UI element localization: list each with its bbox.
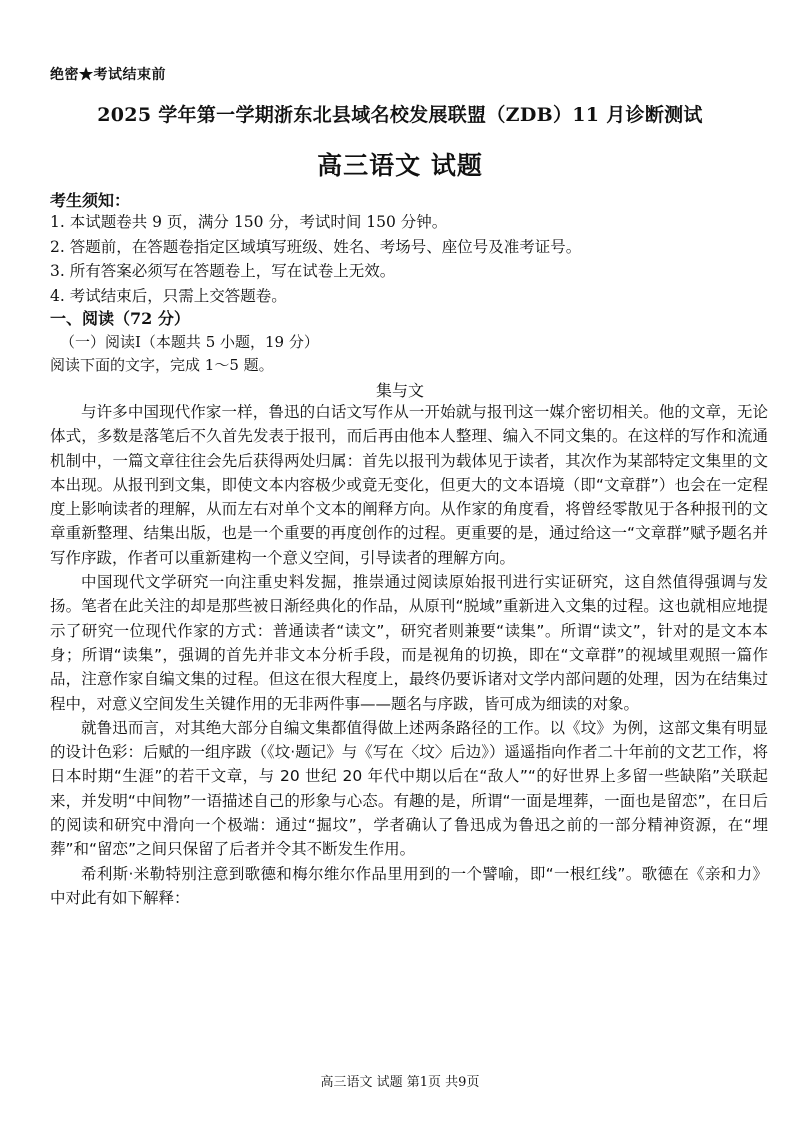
subject-title: 高三语文 试题 bbox=[317, 151, 483, 180]
section-heading: 一、阅读（72 分） bbox=[50, 309, 190, 328]
reading-instruction: 阅读下面的文字，完成 1～5 题。 bbox=[50, 356, 274, 374]
notice-item: 3. 所有答案必须写在答题卷上，写在试卷上无效。 bbox=[50, 262, 396, 280]
article-paragraph: 希利斯·米勒特别注意到歌德和梅尔维尔作品里用到的一个譬喻，即“一根红线”。歌德在《亲和力》中对此有如下解释： bbox=[50, 864, 768, 907]
notice-item: 1. 本试题卷共 9 页，满分 150 分，考试时间 150 分钟。 bbox=[50, 213, 448, 231]
page-footer: 高三语文 试题 第1页 共9页 bbox=[320, 1075, 480, 1090]
article-paragraph: 中国现代文学研究一向注重史料发掘，推崇通过阅读原始报刊进行实证研究，这自然值得强调与发扬。笔者在此关注的却是那些被日渐经典化的作品，从原刊“脱域”重新进入文集的过程。这也就相应地提示了研究一位现代作家的方式：普通读者“读文”，研究者则兼要“读集”。所谓“读文”，针对的是文本本身；所谓“读集”，强调的首先并非文本分析手段，而是视角的切换，即在“文章群”的视域里观照一篇作品，注意作家自编文集的过程。但这在很大程度上，最终仍要诉诸对文学内部问题的处理，因为在结集过程中，对意义空间发生关键作用的无非两件事——题名与序跋，皆可成为细读的对象。 bbox=[50, 573, 768, 713]
notice-item: 2. 答题前，在答题卷指定区域填写班级、姓名、考场号、座位号及准考证号。 bbox=[50, 237, 582, 256]
notice-list bbox=[50, 210, 770, 308]
part-heading: （一）阅读Ⅰ（本题共 5 小题，19 分） bbox=[60, 333, 319, 351]
article-paragraph: 就鲁迅而言，对其绝大部分自编文集都值得做上述两条路径的工作。以《坟》为例，这部文集有明显的设计色彩：后赋的一组序跋（《坟·题记》与《写在〈坟〉后边》）遥遥指向作者二十年前的文艺工作，将日本时期“生涯”的若干文章，与 20 世纪 20 年代中期以后在“敌人”“的好世界上多留一些缺陷”关联起来，并发明“中间物”一语描述自己的形象与心态。有趣的是，所谓“一面是埋葬，一面也是留恋”，在日后的阅读和研究中滑向一个极端：通过“掘坟”，学者确认了鲁迅成为鲁迅之前的一部分精神资源，在“埋葬”和“留恋”之间只保留了后者并令其不断发生作用。 bbox=[50, 718, 768, 859]
article-paragraph: 与许多中国现代作家一样，鲁迅的白话文写作从一开始就与报刊这一媒介密切相关。他的文章，无论体式，多数是落笔后不久首先发表于报刊，而后再由他本人整理、编入不同文集的。在这样的写作和流通机制中，一篇文章往往会先后获得两处归属：首先以报刊为载体见于读者，其次作为某部特定文集里的文本出现。从报刊到文集，即使文本内容极少或竟无变化，但更大的文本语境（即“文章群”）也会在一定程度上影响读者的理解，从而左右对单个文本的阐释方向。从作家的角度看，将曾经零散见于各种报刊的文章重新整理、结集出版，也是一个重要的再度创作的过程。更重要的是，通过给这一“文章群”赋予题名并写作序跋，作者可以重新建构一个意义空间，引导读者的理解方向。 bbox=[50, 403, 768, 567]
notice-item: 4. 考试结束后，只需上交答题卷。 bbox=[50, 286, 287, 305]
exam-title: 2025 学年第一学期浙东北县域名校发展联盟（ZDB）11 月诊断测试 bbox=[97, 104, 703, 126]
notice-heading: 考生须知： bbox=[50, 191, 131, 210]
confidential-label: 绝密★考试结束前 bbox=[50, 67, 166, 83]
article-body bbox=[50, 400, 768, 910]
article-title: 集与文 bbox=[375, 381, 424, 400]
